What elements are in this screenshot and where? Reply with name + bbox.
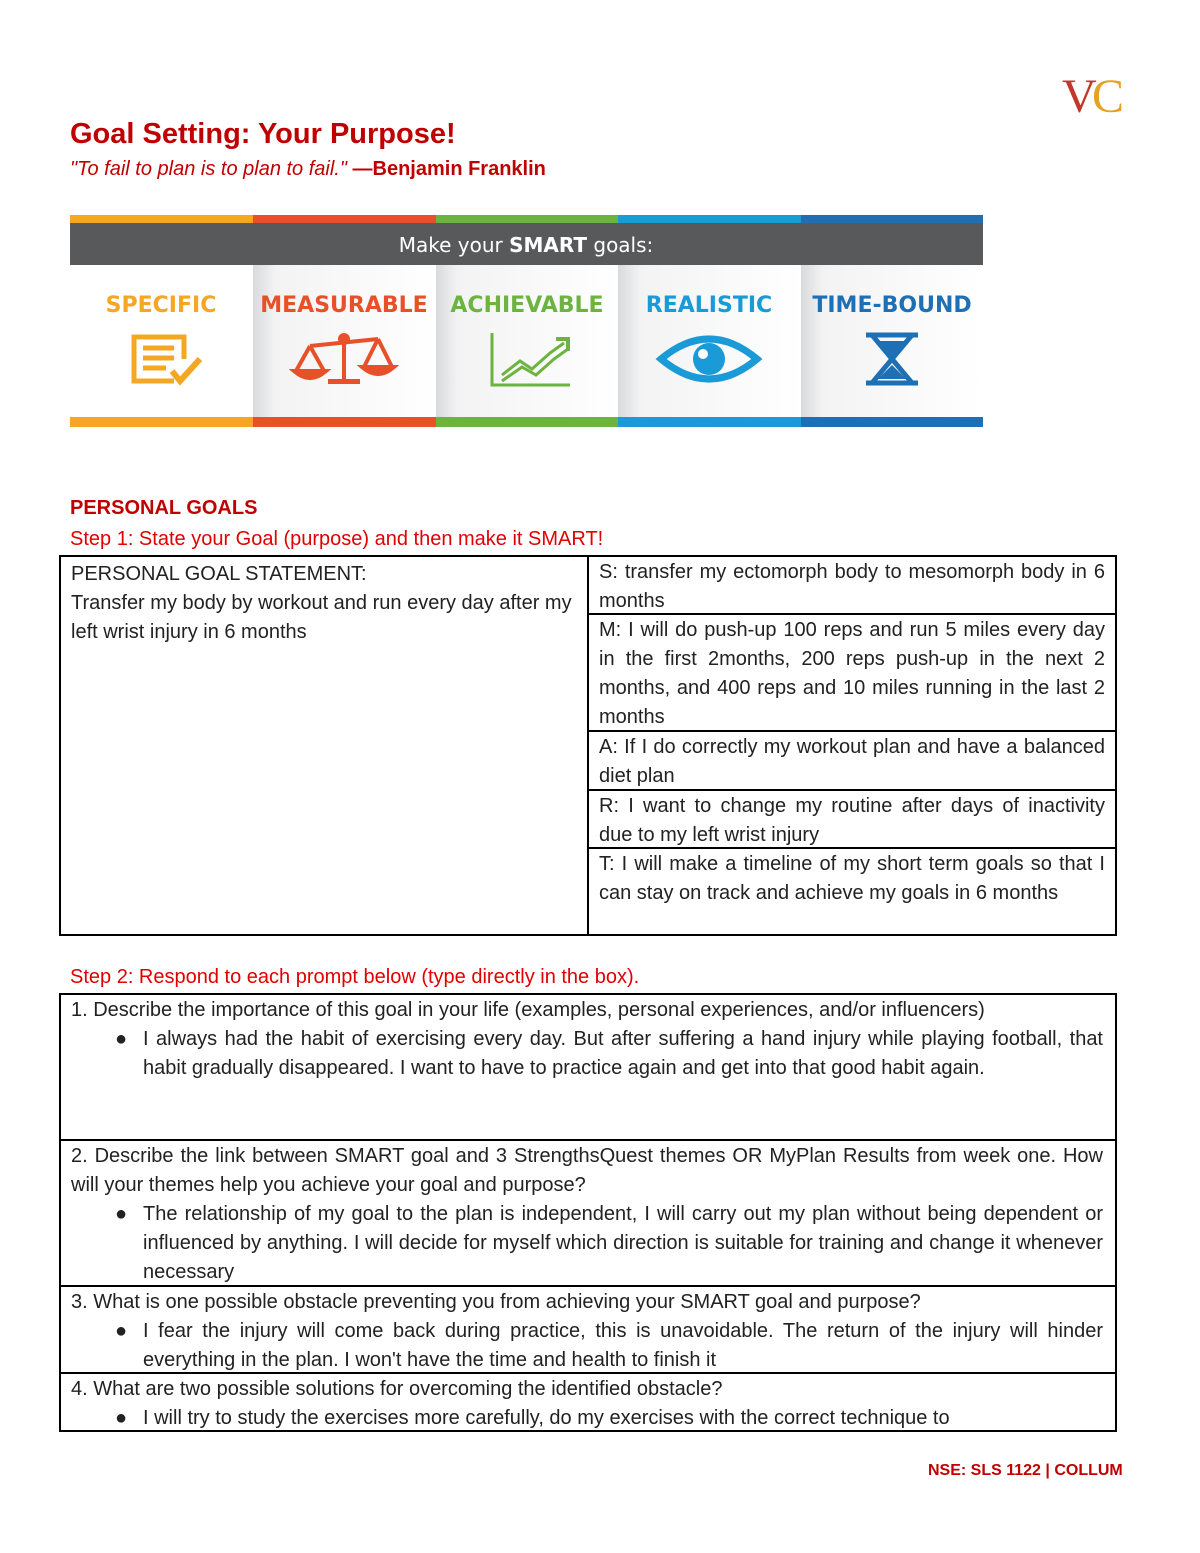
smart-timebound-cell[interactable]: T: I will make a timeline of my short term goals so that I can stay on track and achieve my goals in 6 months: [599, 853, 1105, 904]
prompt-answer-text: I fear the injury will come back during practice, this is unavoidable. The return of the injury will hinder everything in the plan. I won't have the time and health to finish it: [143, 1320, 1103, 1371]
label-specific: SPECIFIC: [105, 293, 217, 318]
smart-achievable-cell[interactable]: A: If I do correctly my workout plan and have a balanced diet plan: [589, 732, 1115, 791]
label-realistic: REALISTIC: [645, 293, 773, 318]
prompt-cell-4[interactable]: [61, 1374, 1115, 1430]
banner-heading: Make your SMART goals:: [398, 233, 654, 257]
page-title: Goal Setting: Your Purpose!: [70, 118, 456, 150]
goal-statement-cell[interactable]: [61, 557, 589, 934]
stripe-top-achievable: [436, 215, 618, 223]
page-footer: NSE: SLS 1122 | COLLUM: [928, 1462, 1123, 1479]
quote-line: [70, 158, 546, 181]
prompt-question: 3. What is one possible obstacle preventing you from achieving your SMART goal and purpose?: [71, 1291, 921, 1313]
bullet-icon: ●: [114, 1407, 128, 1429]
prompt-answer: [71, 1200, 1103, 1287]
stripe-top-realistic: [618, 215, 801, 223]
smart-realistic-cell[interactable]: R: I want to change my routine after days of inactivity due to my left wrist injury: [589, 791, 1115, 849]
prompt-cell-1[interactable]: [61, 995, 1115, 1141]
prompt-answer: [71, 1025, 1103, 1083]
prompt-question: 1. Describe the importance of this goal in your life (examples, personal experiences, and/or influencers): [71, 999, 985, 1021]
stripe-bottom-achievable: [436, 417, 618, 427]
stripe-top-timebound: [801, 215, 983, 223]
bullet-icon: ●: [114, 1028, 128, 1050]
stripe-top-measurable: [253, 215, 436, 223]
quote-text: "To fail to plan is to plan to fail.": [70, 158, 347, 180]
goal-statement-text: Transfer my body by workout and run every day after my left wrist injury in 6 months: [71, 592, 572, 643]
smart-breakdown: [589, 557, 1115, 934]
panel-achievable: [436, 265, 618, 417]
smart-goals-banner: [70, 215, 983, 427]
label-measurable: MEASURABLE: [260, 293, 428, 318]
stripe-bottom-timebound: [801, 417, 983, 427]
stripe-bottom-realistic: [618, 417, 801, 427]
logo-letter-c: C: [1092, 70, 1125, 120]
step1-instruction: Step 1: State your Goal (purpose) and then make it SMART!: [70, 528, 604, 550]
smart-goal-table: [59, 555, 1117, 936]
prompt-answer-text: The relationship of my goal to the plan is independent, I will carry out my plan without being dependent or influenced by anything. I will decide for myself which direction is suitable for training and change it whenever necessary: [143, 1203, 1103, 1283]
label-timebound: TIME-BOUND: [812, 293, 972, 318]
prompt-question: 4. What are two possible solutions for overcoming the identified obstacle?: [71, 1378, 723, 1400]
prompt-answer: [71, 1404, 1103, 1432]
vc-logo: [1062, 70, 1132, 120]
step2-instruction: Step 2: Respond to each prompt below (type directly in the box).: [70, 966, 640, 988]
stripe-bottom-measurable: [253, 417, 436, 427]
personal-goals-heading: PERSONAL GOALS: [70, 497, 258, 519]
smart-measurable-cell[interactable]: M: I will do push-up 100 reps and run 5 miles every day in the first 2months, 200 reps push-up in the next 2 months, and 400 reps and 10 miles running in the last 2 months: [589, 615, 1115, 732]
goal-statement-label: PERSONAL GOAL STATEMENT:: [71, 563, 367, 585]
bullet-icon: ●: [114, 1320, 128, 1342]
prompt-table: [59, 993, 1117, 1432]
logo-letter-v: V: [1062, 70, 1097, 120]
prompt-answer-text: I always had the habit of exercising every day. But after suffering a hand injury while playing football, that habit gradually disappeared. I want to have to practice again and get into that good habit again.: [143, 1028, 1103, 1079]
panel-specific: [70, 265, 253, 417]
stripe-top-specific: [70, 215, 253, 223]
prompt-cell-3[interactable]: [61, 1287, 1115, 1374]
prompt-cell-2[interactable]: [61, 1141, 1115, 1287]
quote-attribution: —Benjamin Franklin: [346, 158, 546, 180]
prompt-question: 2. Describe the link between SMART goal and 3 StrengthsQuest themes OR MyPlan Results from week one. How will your themes help you achieve your goal and purpose?: [71, 1145, 1103, 1196]
stripe-bottom-specific: [70, 417, 253, 427]
bullet-icon: ●: [114, 1203, 128, 1225]
label-achievable: ACHIEVABLE: [450, 293, 604, 318]
prompt-answer-text: I will try to study the exercises more carefully, do my exercises with the correct technique to: [143, 1407, 950, 1429]
prompt-answer: [71, 1317, 1103, 1375]
smart-specific-cell[interactable]: S: transfer my ectomorph body to mesomorph body in 6 months: [589, 557, 1115, 615]
